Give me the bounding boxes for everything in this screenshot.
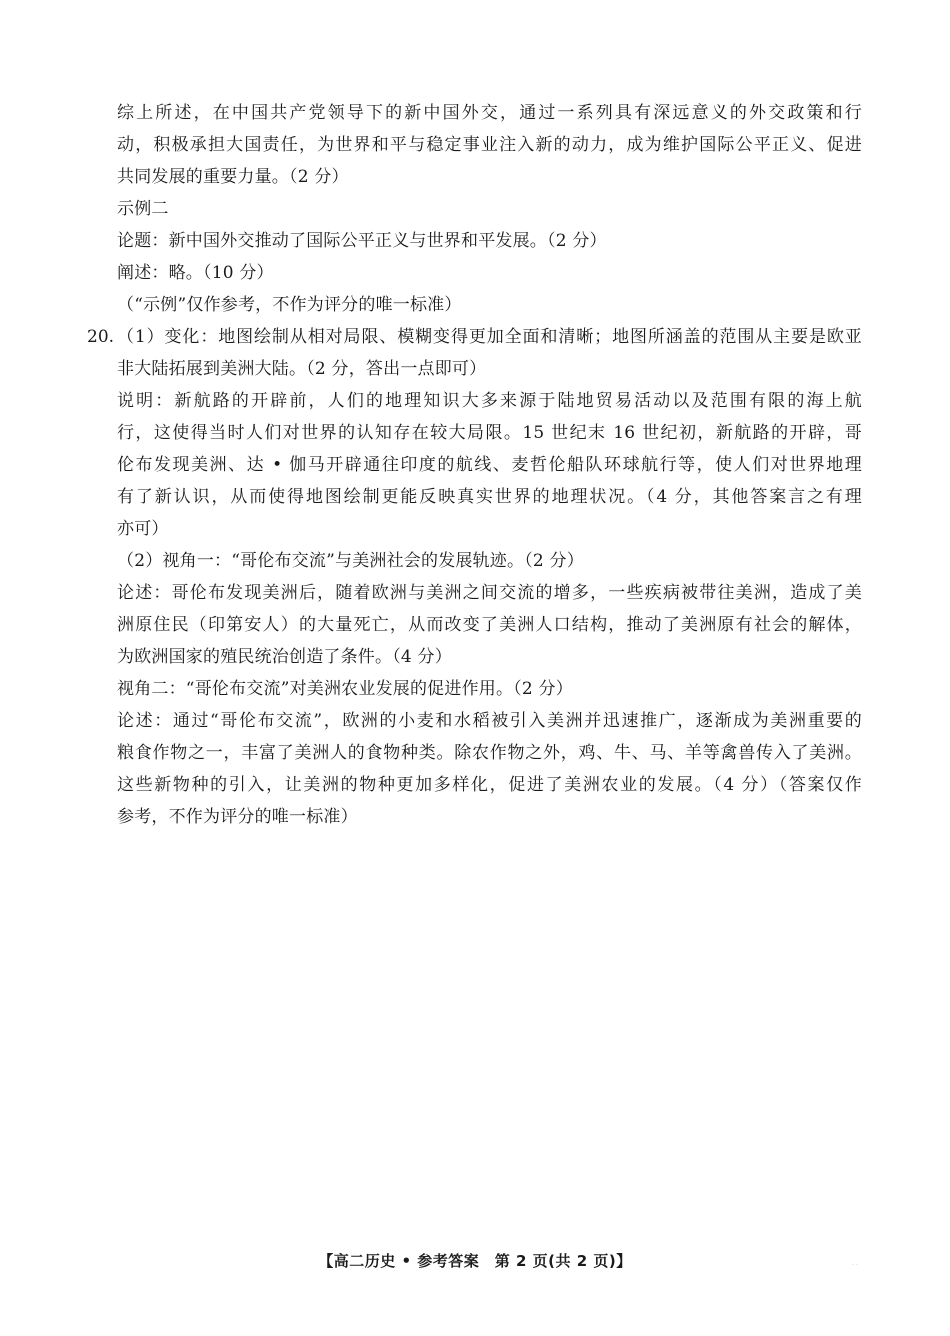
view-two-line: 这些新物种的引入，让美洲的物种更加多样化，促进了美洲农业的发展。（4 分）（答案仅作 bbox=[117, 775, 862, 795]
view-one-line: 为欧洲国家的殖民统治创造了条件。（4 分） bbox=[117, 647, 452, 667]
example-two-title: 示例二 bbox=[117, 199, 169, 219]
explanation-line: 有了新认识，从而使得地图绘制更能反映真实世界的地理状况。（4 分，其他答案言之有理 bbox=[117, 487, 862, 507]
question-number: 20. bbox=[87, 327, 115, 347]
answer-content bbox=[87, 97, 862, 833]
view-two-line: 粮食作物之一，丰富了美洲人的食物种类。除农作物之外，鸡、牛、马、羊等禽兽传入了美洲。 bbox=[117, 743, 862, 763]
conclusion-line: 动，积极承担大国责任，为世界和平与稳定事业注入新的动力，成为维护国际公平正义、促进 bbox=[117, 135, 862, 155]
explanation-line: 行，这使得当时人们对世界的认知存在较大局限。15 世纪末 16 世纪初，新航路的开辟，哥 bbox=[117, 423, 862, 443]
example-two-thesis: 论题：新中国外交推动了国际公平正义与世界和平发展。（2 分） bbox=[117, 231, 607, 251]
question-20 bbox=[87, 321, 862, 833]
explanation-line: 伦布发现美洲、达 • 伽马开辟通往印度的航线、麦哲伦船队环球航行等，使人们对世界地理 bbox=[117, 455, 862, 475]
view-one-line: 论述：哥伦布发现美洲后，随着欧洲与美洲之间交流的增多，一些疾病被带往美洲，造成了美 bbox=[117, 583, 862, 603]
view-two-title: 视角二：“哥伦布交流”对美洲农业发展的促进作用。（2 分） bbox=[117, 679, 573, 699]
conclusion-line: 综上所述，在中国共产党领导下的新中国外交，通过一系列具有深远意义的外交政策和行 bbox=[117, 103, 862, 123]
view-two-line: 参考，不作为评分的唯一标准） bbox=[117, 807, 358, 827]
page-footer: 【高二历史 • 参考答案 第 2 页(共 2 页)】 bbox=[318, 1252, 632, 1270]
example-two-elaboration: 阐述：略。（10 分） bbox=[117, 263, 274, 283]
view-two-line: 论述：通过“哥伦布交流”，欧洲的小麦和水稻被引入美洲并迅速推广，逐渐成为美洲重要的 bbox=[117, 711, 862, 731]
corner-dots: · · bbox=[852, 1262, 858, 1269]
explanation-line: 亦可） bbox=[117, 519, 169, 539]
example-two-note: （“示例”仅作参考，不作为评分的唯一标准） bbox=[117, 295, 462, 315]
view-one-line: 洲原住民（印第安人）的大量死亡，从而改变了美洲人口结构，推动了美洲原有社会的解体， bbox=[117, 615, 862, 635]
conclusion-line: 共同发展的重要力量。（2 分） bbox=[117, 167, 349, 187]
view-one-title: （2）视角一：“哥伦布交流”与美洲社会的发展轨迹。（2 分） bbox=[117, 551, 584, 571]
part1-line: （1）变化：地图绘制从相对局限、模糊变得更加全面和清晰；地图所涵盖的范围从主要是欧亚 bbox=[117, 327, 862, 347]
part1-line: 非大陆拓展到美洲大陆。（2 分，答出一点即可） bbox=[117, 359, 487, 379]
explanation-line: 说明：新航路的开辟前，人们的地理知识大多来源于陆地贸易活动以及范围有限的海上航 bbox=[117, 391, 862, 411]
